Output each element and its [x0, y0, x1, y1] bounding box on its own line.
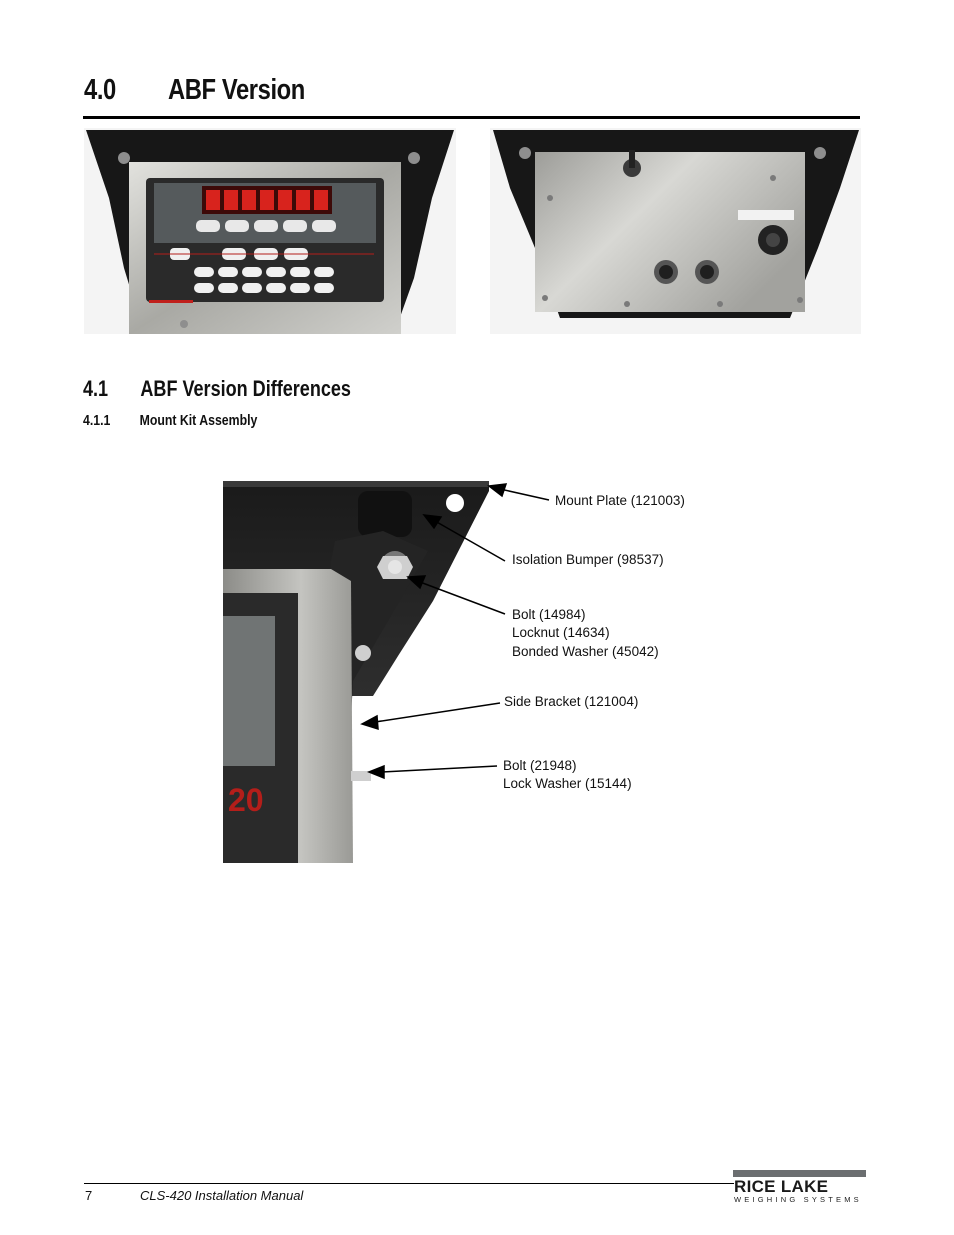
subsection-heading: [83, 376, 351, 402]
side-bracket-callout: Side Bracket (121004): [504, 694, 639, 709]
lock-washer-callout: Lock Washer (15144): [503, 776, 632, 791]
locknut-callout: Locknut (14634): [512, 625, 610, 640]
logo-tagline: WEIGHING SYSTEMS: [734, 1195, 862, 1204]
front-panel-photo: [84, 128, 456, 334]
section-title: ABF Version: [168, 74, 305, 106]
subsubsection-number: 4.1.1: [83, 412, 111, 429]
mount-plate-callout: Mount Plate (121003): [555, 493, 685, 508]
section-number: 4.0: [84, 74, 116, 106]
bonded-washer-callout: Bonded Washer (45042): [512, 644, 659, 659]
mount-kit-detail-photo: [223, 481, 489, 863]
subsubsection-heading: [83, 412, 258, 429]
page-number: 7: [85, 1188, 93, 1203]
manual-title: CLS-420 Installation Manual: [140, 1188, 304, 1203]
logo-bar: [733, 1170, 866, 1177]
subsubsection-title: Mount Kit Assembly: [139, 412, 258, 429]
isolation-bumper-callout: Isolation Bumper (98537): [512, 552, 664, 567]
svg-text:20: 20: [228, 782, 264, 818]
bolt-callout: Bolt (14984): [512, 607, 586, 622]
side-bolt-callout: Bolt (21948): [503, 758, 577, 773]
rear-panel-photo: [490, 128, 861, 334]
logo-wordmark: RICE LAKE: [734, 1177, 829, 1196]
section-heading: [83, 72, 860, 119]
rice-lake-logo: [733, 1170, 869, 1204]
subsection-title: ABF Version Differences: [140, 376, 351, 401]
footer-rule: [84, 1183, 734, 1184]
subsection-number: 4.1: [83, 376, 109, 401]
